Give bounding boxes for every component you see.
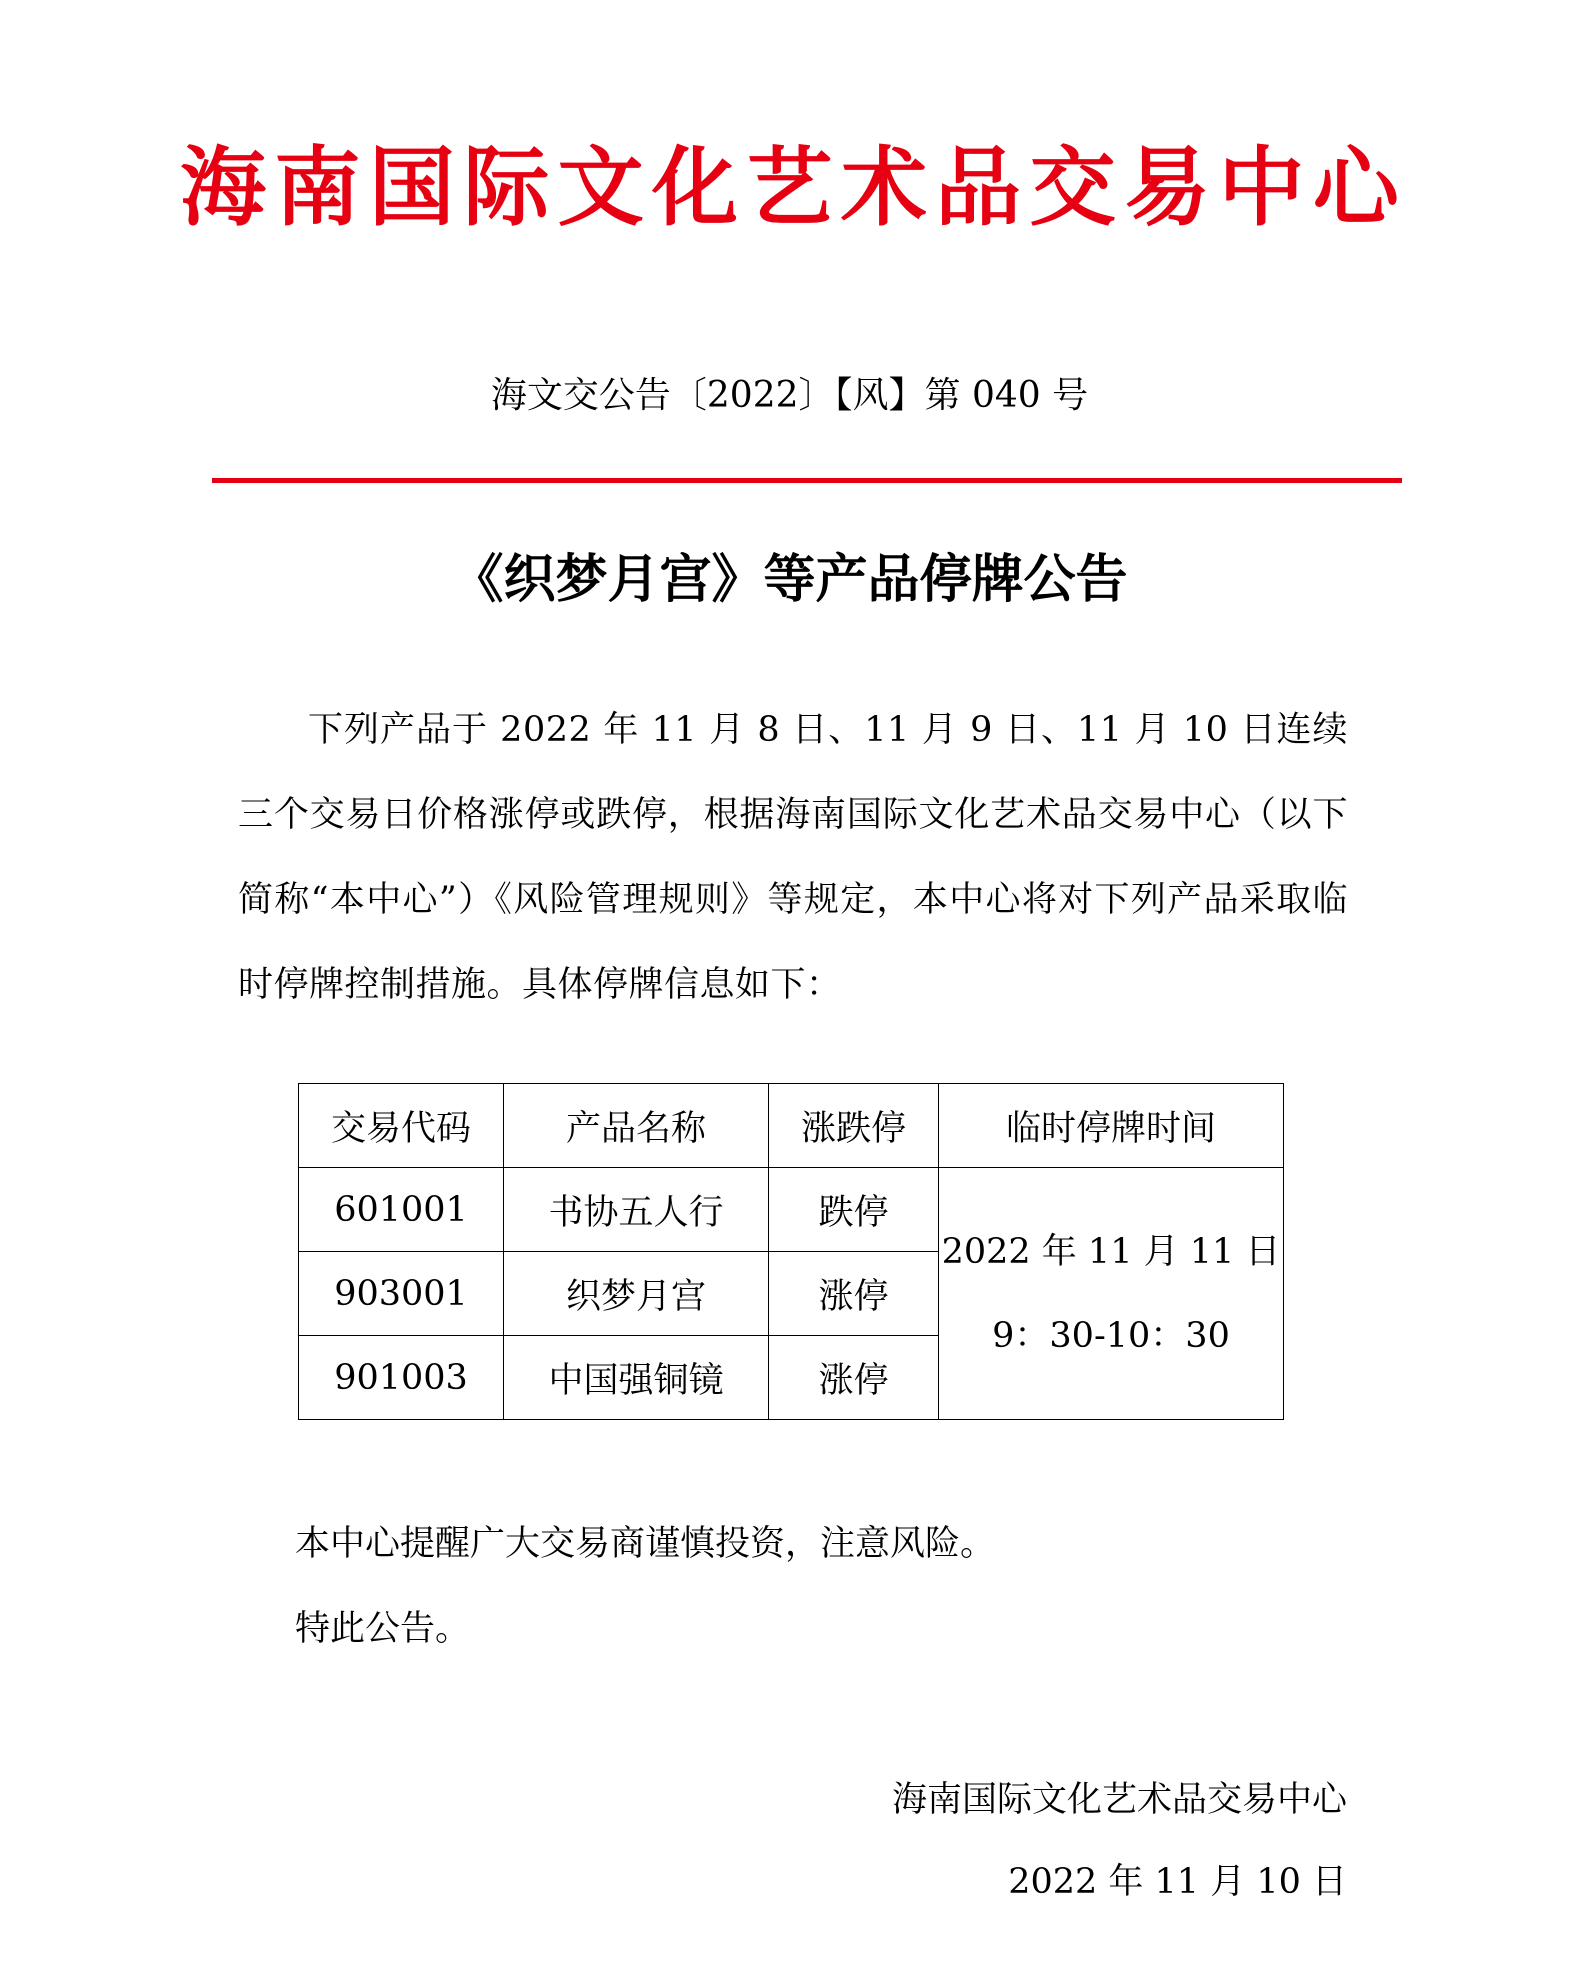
org-header-char: 南 <box>274 138 361 238</box>
notice-body: 下列产品于 2022 年 11 月 8 日、11 月 9 日、11 月 10 日连续三个交易日价格涨停或跌停，根据海南国际文化艺术品交易中心（以下简称“本中心”）《风险管理规则》等规定，本中心将对下列产品采取临时停牌控制措施。具体停牌信息如下： <box>238 710 1348 1005</box>
suspension-time-range: 9：30-10：30 <box>992 1315 1230 1356</box>
org-header-char: 易 <box>1124 138 1211 238</box>
cell-limit-status: 跌停 <box>769 1168 939 1252</box>
red-divider-line <box>212 478 1402 483</box>
notice-title: 《织梦月宫》等产品停牌公告 <box>451 550 1128 610</box>
header-trade-code: 交易代码 <box>299 1084 504 1168</box>
header-limit-status: 涨跌停 <box>769 1084 939 1168</box>
cell-trade-code: 901003 <box>299 1336 504 1420</box>
org-header-char: 海 <box>180 138 266 238</box>
cell-suspension-time <box>939 1168 1284 1420</box>
risk-reminder: 本中心提醒广大交易商谨慎投资，注意风险。 <box>295 1524 996 1564</box>
header-product-name: 产品名称 <box>504 1084 769 1168</box>
org-header-char: 中 <box>1218 138 1305 238</box>
header-suspension-time: 临时停牌时间 <box>939 1084 1284 1168</box>
org-header-char: 文 <box>557 138 644 238</box>
cell-trade-code: 601001 <box>299 1168 504 1252</box>
cell-product-name: 织梦月宫 <box>504 1252 769 1336</box>
closing-statement: 特此公告。 <box>295 1609 471 1649</box>
signature-organization: 海南国际文化艺术品交易中心 <box>891 1780 1347 1820</box>
table-row <box>299 1168 1284 1252</box>
org-header <box>180 128 1399 248</box>
signature-date: 2022 年 11 月 10 日 <box>1008 1862 1347 1902</box>
document-number: 海文交公告〔2022〕【风】第 040 号 <box>490 375 1089 416</box>
org-header-char: 际 <box>463 138 550 238</box>
org-header-char: 术 <box>840 138 927 238</box>
table-header-row <box>299 1084 1284 1168</box>
cell-product-name: 书协五人行 <box>504 1168 769 1252</box>
org-header-char: 艺 <box>746 138 833 238</box>
org-header-char: 心 <box>1312 138 1399 238</box>
suspension-table <box>298 1083 1284 1420</box>
org-header-char: 品 <box>935 138 1022 238</box>
cell-product-name: 中国强铜镜 <box>504 1336 769 1420</box>
org-header-char: 国 <box>368 138 455 238</box>
cell-trade-code: 903001 <box>299 1252 504 1336</box>
org-header-char: 交 <box>1029 138 1116 238</box>
org-header-char: 化 <box>652 138 739 238</box>
suspension-date: 2022 年 11 月 11 日 <box>941 1231 1281 1272</box>
cell-limit-status: 涨停 <box>769 1252 939 1336</box>
cell-limit-status: 涨停 <box>769 1336 939 1420</box>
